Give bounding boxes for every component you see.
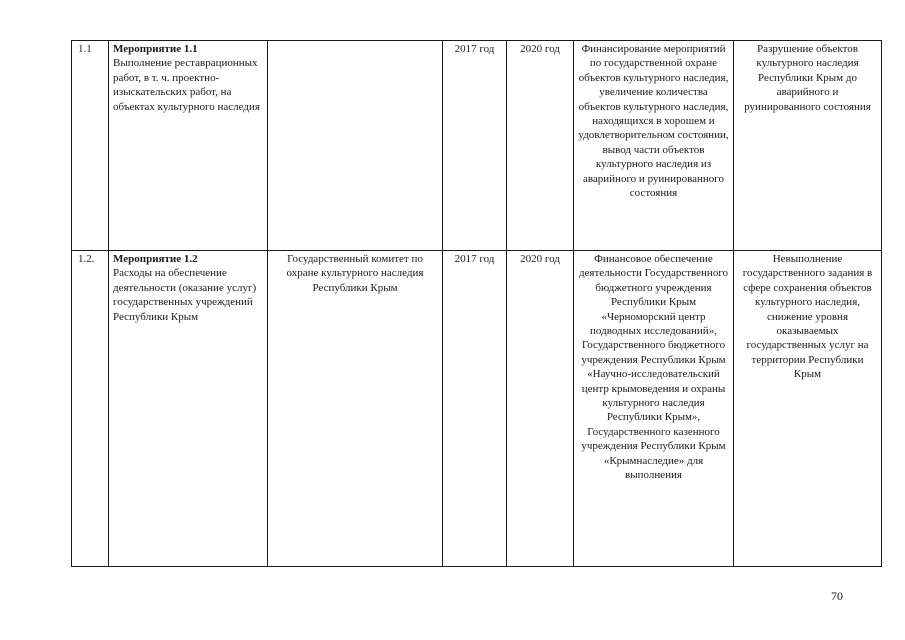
table-row: [72, 251, 882, 567]
executor-cell: [268, 41, 443, 251]
start-year-cell: 2017 год: [443, 251, 507, 567]
measure-title: Мероприятие 1.2: [113, 253, 198, 265]
consequence-cell: Невыполнение государственного задания в сфере сохранения объектов культурного наследия, снижение уровня оказываемых государственных услуг на территории Республики Крым: [734, 251, 882, 567]
row-number: 1.1: [72, 41, 109, 251]
measure-description: Расходы на обеспечение деятельности (оказание услуг) государственных учреждений Республики Крым: [113, 267, 257, 323]
end-year-cell: 2020 год: [507, 41, 574, 251]
measures-table: [71, 40, 882, 567]
measure-description: Выполнение реставрационных работ, в т. ч. проектно-изыскательских работ, на объектах культурного наследия: [113, 57, 260, 113]
start-year-cell: 2017 год: [443, 41, 507, 251]
expected-result-cell: Финансирование мероприятий по государственной охране объектов культурного наследия, увеличение количества объектов культурного наследия, находящихся в хорошем и удовлетворительном состоянии, вывод части объектов культурного наследия из аварийного и руинированного состояния: [574, 41, 734, 251]
measure-name-cell: [109, 251, 268, 567]
row-number: 1.2.: [72, 251, 109, 567]
measure-title: Мероприятие 1.1: [113, 43, 198, 55]
expected-result-cell: Финансовое обеспечение деятельности Государственного бюджетного учреждения Республики Крым «Черноморский центр подводных исследований», Государственного бюджетного учреждения Республики Крым «Научно-исследовательский центр крымоведения и охраны культурного наследия Республики Крым», Государственного казенного учреждения Республики Крым «Крымнаследие» для выполнения: [574, 251, 734, 567]
measure-name-cell: [109, 41, 268, 251]
executor-cell: Государственный комитет по охране культурного наследия Республики Крым: [268, 251, 443, 567]
consequence-cell: Разрушение объектов культурного наследия Республики Крым до аварийного и руинированного состояния: [734, 41, 882, 251]
page-number: 70: [831, 589, 843, 603]
end-year-cell: 2020 год: [507, 251, 574, 567]
table-row: [72, 41, 882, 251]
